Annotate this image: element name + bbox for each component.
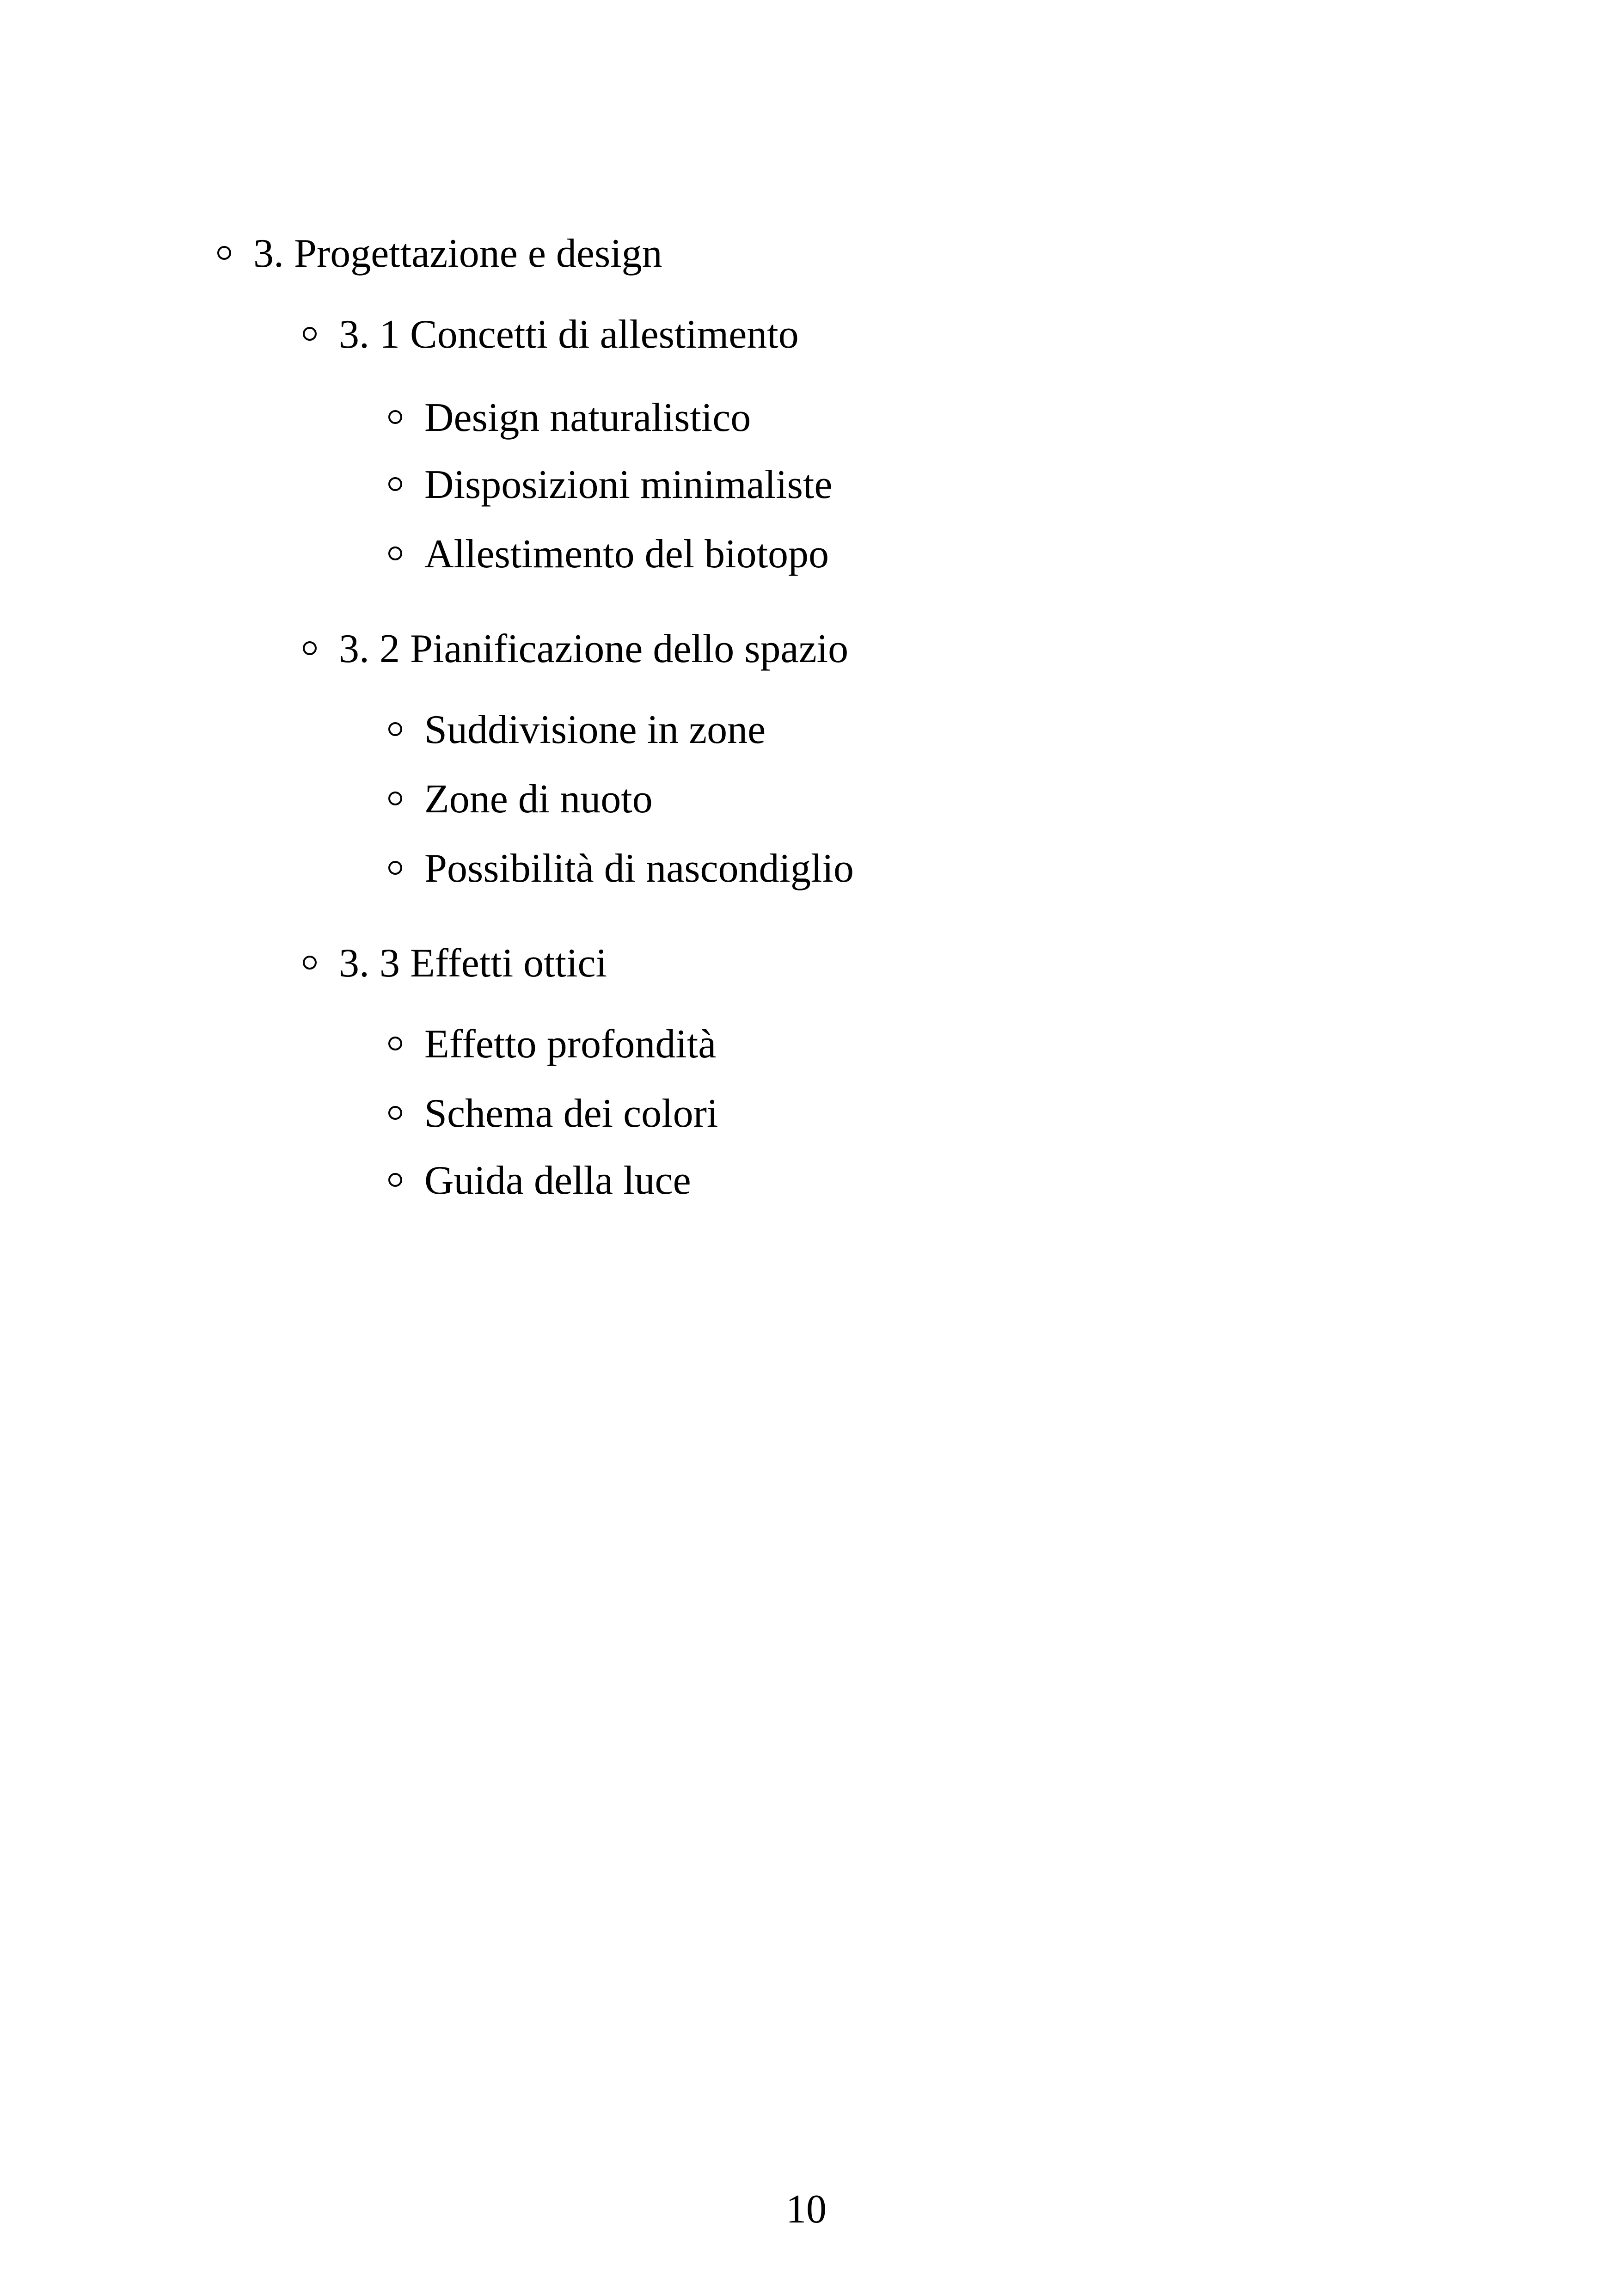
toc-section-label: 3. Progettazione e design (253, 231, 662, 276)
toc-subsection-3-2 (303, 626, 849, 671)
circle-bullet-icon (388, 477, 402, 491)
toc-item-label: Zone di nuoto (424, 777, 653, 822)
toc-section-3 (217, 233, 662, 274)
toc-item-label: Possibilità di nascondiglio (424, 846, 854, 891)
circle-bullet-icon (388, 1173, 402, 1187)
circle-bullet-icon (303, 641, 317, 655)
circle-bullet-icon (388, 722, 402, 736)
toc-item (388, 1093, 718, 1134)
toc-item-label: Design naturalistico (424, 395, 751, 440)
toc-item-label: Allestimento del biotopo (424, 532, 829, 577)
toc-item (388, 534, 829, 575)
toc-item-label: Disposizioni minimaliste (424, 462, 833, 507)
toc-item (388, 779, 653, 820)
circle-bullet-icon (388, 546, 402, 560)
toc-subsection-label: 3. 1 Concetti di allestimento (339, 312, 799, 357)
circle-bullet-icon (303, 327, 317, 341)
toc-subsection-label: 3. 3 Effetti ottici (339, 941, 607, 986)
toc-subsection-label: 3. 2 Pianificazione dello spazio (339, 626, 849, 671)
toc-item (388, 395, 751, 440)
toc-item (388, 1024, 716, 1065)
toc-item-label: Guida della luce (424, 1158, 691, 1203)
circle-bullet-icon (217, 246, 231, 260)
circle-bullet-icon (388, 861, 402, 875)
circle-bullet-icon (388, 410, 402, 424)
toc-item (388, 462, 833, 507)
toc-item (388, 707, 766, 752)
toc-item (388, 1160, 691, 1201)
page-number: 10 (786, 2187, 827, 2232)
toc-item-label: Schema dei colori (424, 1091, 718, 1136)
toc-item-label: Suddivisione in zone (424, 707, 766, 752)
toc-item (388, 848, 854, 889)
circle-bullet-icon (388, 1106, 402, 1120)
toc-subsection-3-1 (303, 314, 799, 355)
circle-bullet-icon (388, 1037, 402, 1050)
circle-bullet-icon (303, 956, 317, 970)
toc-subsection-3-3 (303, 943, 607, 984)
circle-bullet-icon (388, 792, 402, 805)
toc-item-label: Effetto profondità (424, 1022, 717, 1067)
